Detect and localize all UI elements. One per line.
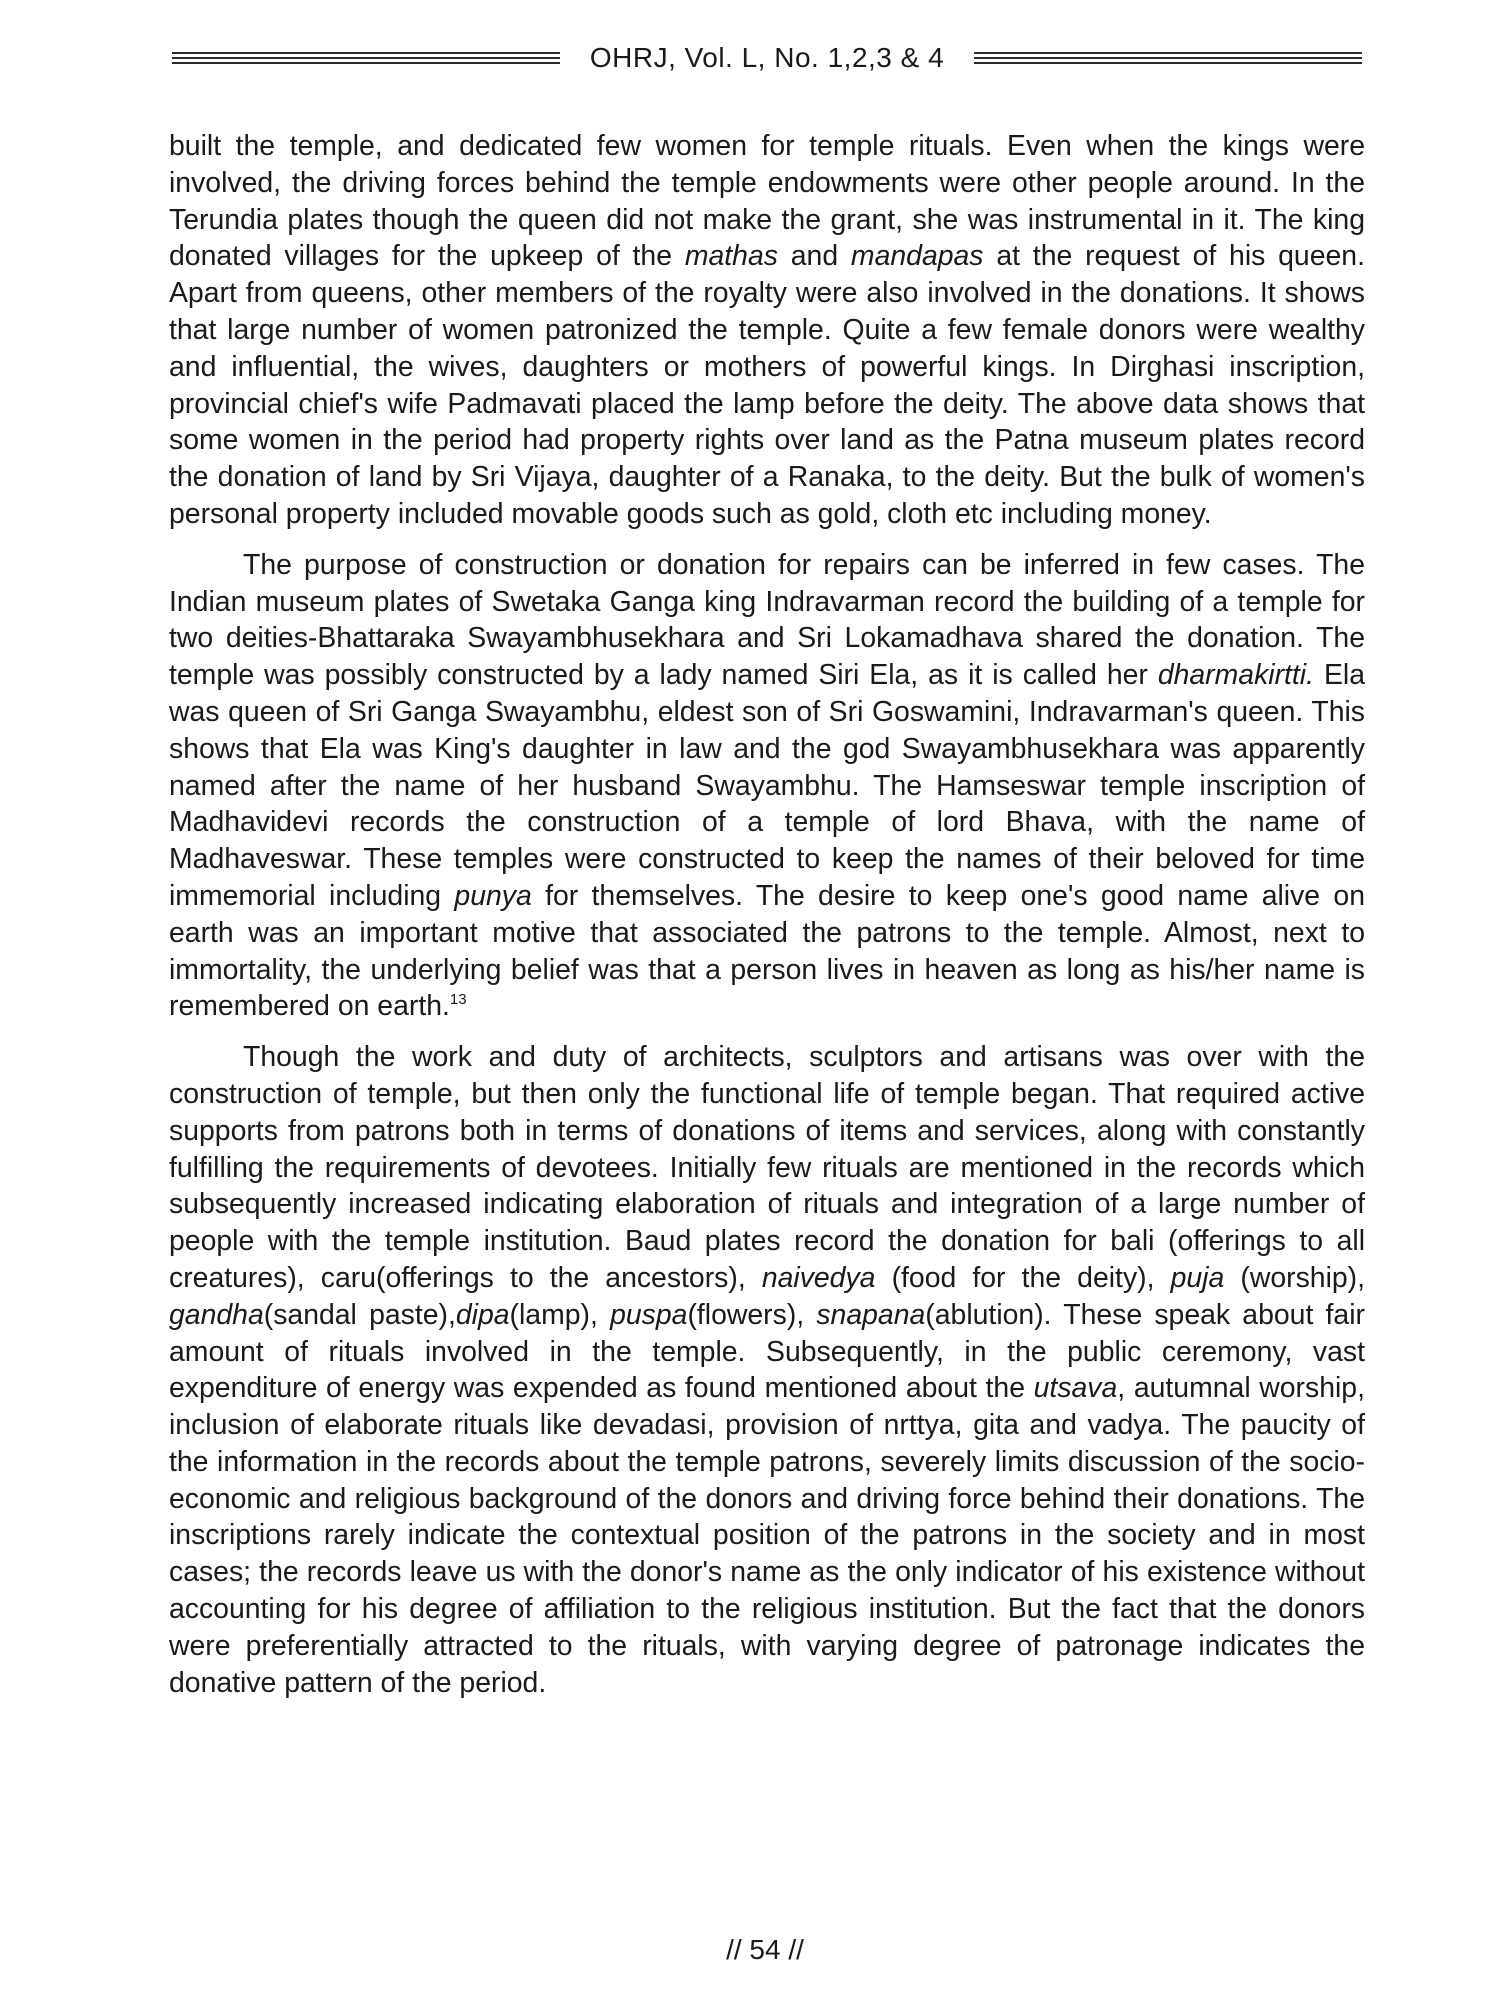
header-rule-right — [974, 49, 1362, 67]
text-run: The purpose of construction or donation for repairs can be inferred in few cases. The Indian museum plates of Swetaka Ganga king Indravarman record the building of a temple for two deities-Bhattaraka Swayambhusekhara and Sri Lokamadhava shared the donation. The temple was possibly constructed by a lady named Siri Ela, as it is called her — [169, 548, 1365, 692]
text-run: (sandal paste), — [263, 1298, 456, 1331]
italic-term: utsava — [1033, 1372, 1118, 1405]
italic-term: gandha — [169, 1298, 264, 1331]
running-header — [172, 42, 1362, 74]
italic-term: punya — [454, 879, 532, 912]
text-run: (worship), — [1224, 1261, 1366, 1294]
text-run: built the temple, and dedicated few women for temple rituals. Even when the kings were involved, the driving forces behind the temple endowments were other people around. In the Terundia plates though the queen did not make the grant, she was instrumental in it. The king donated villages for the upkeep of the — [169, 130, 1365, 273]
paragraph — [169, 128, 1365, 533]
italic-term: dipa — [455, 1298, 510, 1331]
text-run: at the request of his queen. Apart from queens, other members of the royalty were also involved in the donations. It shows that large number of women patronized the temple. Quite a few female donors were wealthy and influential, the wives, daughters or mothers of powerful kings. In Dirghasi inscription, provincial chief's wife Padmavati placed the lamp before the deity. The above data shows that some women in the period had property rights over land as the Patna museum plates record the donation of land by Sri Vijaya, daughter of a Ranaka, to the deity. But the bulk of women's personal property included movable goods such as gold, cloth etc including money. — [169, 240, 1365, 530]
footnote-ref: 13 — [449, 991, 467, 1009]
italic-term: puspa — [610, 1298, 688, 1331]
text-run: (flowers), — [687, 1298, 817, 1331]
italic-term: mathas — [684, 240, 778, 273]
header-rule-left — [172, 49, 560, 67]
text-run: , autumnal worship, inclusion of elaborate rituals like devadasi, provision of nrttya, gita and vadya. The paucity of the information in the records about the temple patrons, severely limits discussion of the socio-economic and religious background of the donors and driving force behind their donations. The inscriptions rarely indicate the contextual position of the patrons in the society and in most cases; the records leave us with the donor's name as the only indicator of his existence without accounting for his degree of affiliation to the religious institution. But the fact that the donors were preferentially attracted to the rituals, with varying degree of patronage indicates the donative pattern of the period. — [169, 1372, 1365, 1699]
text-run: and — [777, 240, 851, 273]
text-run: for themselves. The desire to keep one's good name alive on earth was an important motive that associated the patrons to the temple. Almost, next to immortality, the underlying belief was that a person lives in heaven as long as his/her name is remembered on earth. — [169, 879, 1365, 1023]
text-run: (food for the deity), — [875, 1261, 1171, 1294]
text-run: (lamp), — [509, 1298, 611, 1331]
paragraph — [169, 547, 1365, 1025]
italic-term: dharmakirtti. — [1157, 659, 1315, 692]
text-run: Ela was queen of Sri Ganga Swayambhu, eldest son of Sri Goswamini, Indravarman's queen. This shows that Ela was King's daughter in law and the god Swayambhusekhara was apparently named after the name of her husband Swayambhu. The Hamseswar temple inscription of Madhavidevi records the construction of a temple of lord Bhava, with the name of Madhaveswar. These temples were constructed to keep the names of their beloved for time immemorial including — [169, 659, 1366, 912]
text-run: Though the work and duty of architects, sculptors and artisans was over with the construction of temple, but then only the functional life of temple began. That required active supports from patrons both in terms of donations of items and services, along with constantly fulfilling the requirements of devotees. Initially few rituals are mentioned in the records which subsequently increased indicating elaboration of rituals and integration of a large number of people with the temple institution. Baud plates record the donation for bali (offerings to all creatures), caru(offerings to the ancestors), — [169, 1041, 1365, 1294]
text-run: (ablution). These speak about fair amount of rituals involved in the temple. Subsequently, in the public ceremony, vast expenditure of energy was expended as found mentioned about the — [169, 1298, 1365, 1405]
journal-title: OHRJ, Vol. L, No. 1,2,3 & 4 — [589, 42, 945, 73]
italic-term: mandapas — [850, 240, 984, 273]
italic-term: naivedya — [761, 1261, 876, 1294]
paragraph — [169, 1039, 1365, 1701]
italic-term: puja — [1170, 1261, 1225, 1294]
article-body — [169, 128, 1365, 1715]
italic-term: snapana — [816, 1298, 926, 1331]
page-number: // 54 // — [726, 1934, 804, 1965]
